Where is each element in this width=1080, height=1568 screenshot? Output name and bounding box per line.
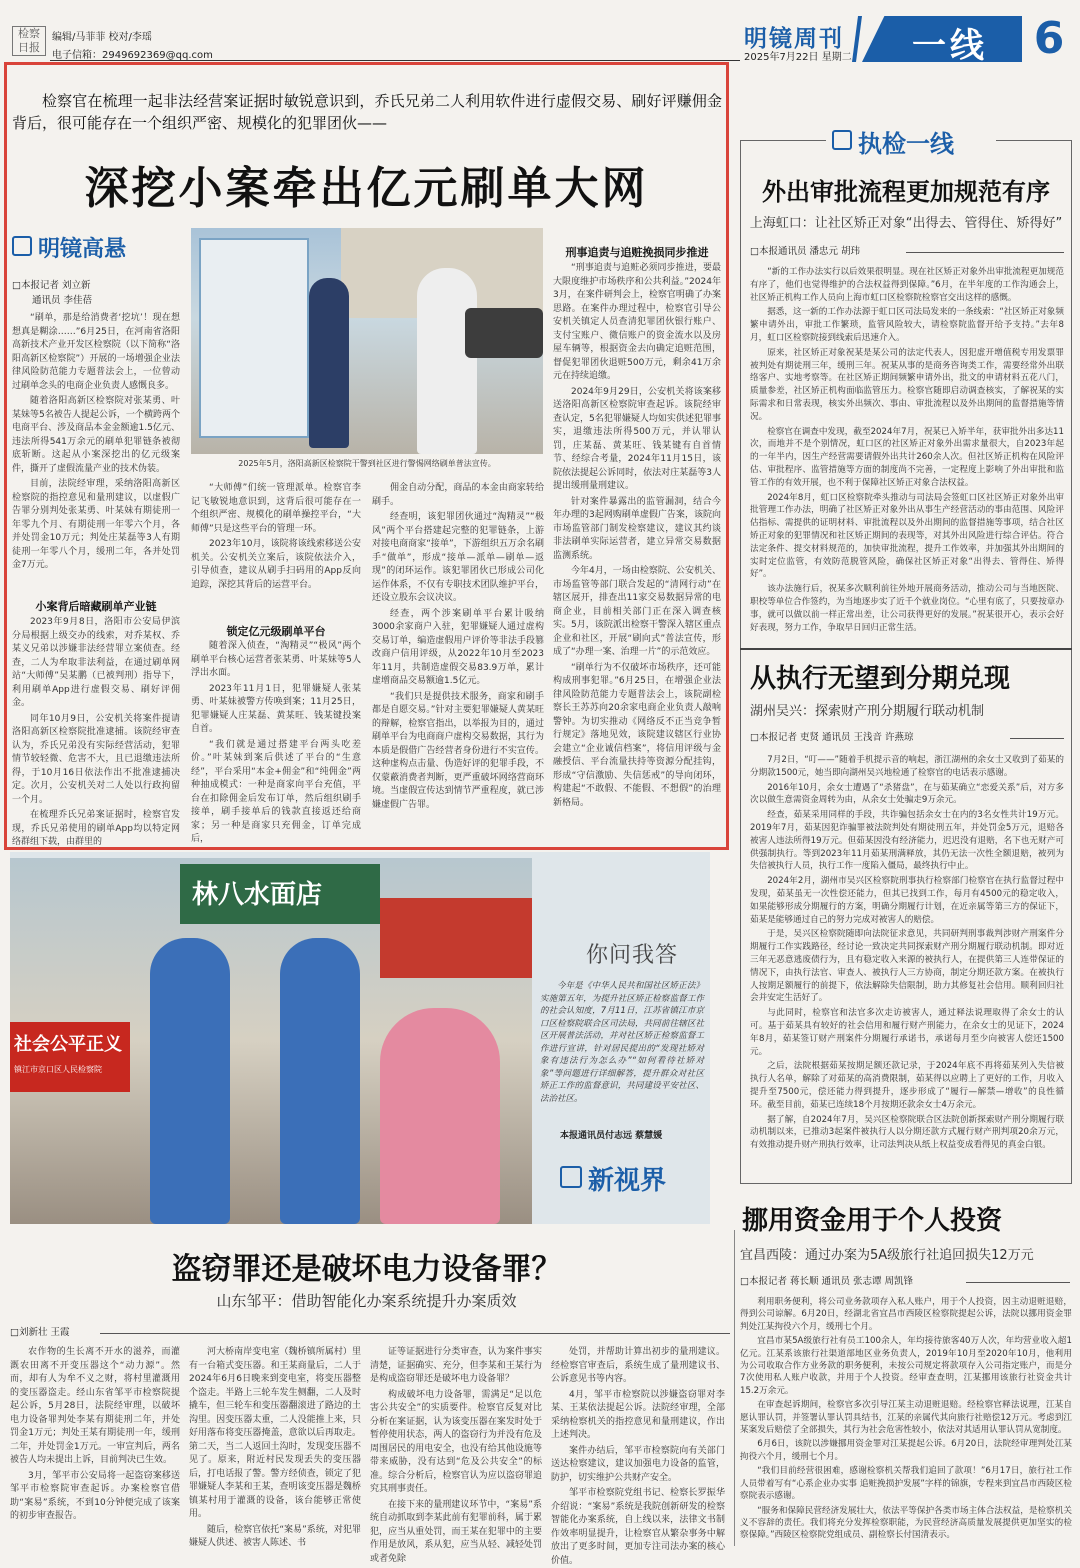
- lead-subhead-3: 刑事追责与追赃挽损同步推进: [565, 246, 709, 259]
- section-name: 一线: [912, 26, 988, 66]
- column-logo-mingjing: [10, 232, 185, 262]
- lead-intro: [12, 90, 722, 134]
- lead-col4-p5: “刷单行为不仅破坏市场秩序，还可能构成刑事犯罪。”6月25日，在增强企业法律风险防范能力专题普法会上，该院副检察长王苏苏向20余家电商企业负责人敲响警钟。为切实推动《网络反不正当竞争暂行规定》落地见效，该院建议辖区行业协会建立“企业诚信档案”，将信用评级与金融授信、平台流量扶持等资源分配挂钩，形成“守信激励、失信惩戒”的导向闭环，构建起“不敢假、不能假、不想假”的治理新格局。: [553, 662, 721, 808]
- issue-date: 2025年7月22日 星期二: [744, 52, 852, 63]
- lead-photo: [191, 228, 543, 454]
- right-a1-headline: 外出审批流程更加规范有序: [762, 177, 1050, 206]
- lead-intro-text: 检察官在梳理一起非法经营案证据时敏锐意识到，乔氏兄弟二人利用软件进行虚假交易、刷好评赚佣金背后，很可能存在一个组织严密、规模化的犯罪团伙——: [12, 92, 722, 132]
- feature-photo-resident: [380, 1008, 500, 1224]
- lead-col2-p1: “大师傅”们统一管理派单。检察官李记飞敏锐地意识到，这背后很可能存在一个组织严密、规模化的刷单操控平台，“大师傅”只是这些平台的管理一环。: [191, 483, 361, 534]
- lead-col1b-p2: 同年10月9日，公安机关将案件提请洛阳高新区检察院批准逮捕。该院经审查认为，乔氏兄弟没有实际经营活动，犯罪情节较轻微、危害不大，且已退缴违法所得，于10月16日依法作出不批准逮捕决定。次月，公安机关对二人处以行政拘留一个月。: [12, 713, 180, 805]
- lead-col1-p1: “刷单，那是给消费者‘挖坑’！现在想想真是糊涂……”6月25日，在河南省洛阳高新技术产业开发区检察院（以下简称“洛阳高新区检察院”）开展的一场增强企业法律风险防范能力专题普法会上，一位曾动过刷单念头的电商企业负责人感慨良多。: [12, 313, 180, 391]
- right-a1-p5: 2024年8月，虹口区检察院牵头推动与司法局会签虹口区社区矫正对象外出审批管理工作办法，明确了社区矫正对象外出从事生产经营活动的事由范围、风险评估指标、需提供的证明材料、审批流程以及外出期间的监督措施等事项，结合社区矫正对象的犯罪情况和社区矫正期间的表现等，对其外出风险进行综合评估。符合法定条件、提交材料规范的，加快审批流程，提升工作效率，并加强其外出期间的实时定位监管，有效防范脱管风险，确保社区矫正对象“出得去、管得住、矫得好”。: [750, 492, 1064, 580]
- zhijian-logo-icon: [832, 130, 852, 150]
- bottom-col1-p2: 3月，邹平市公安局将一起盗窃案移送邹平市检察院审查起诉。办案检察官借助“案易”系统，不到10分钟便完成了该案的初步审查报告。: [10, 1470, 180, 1521]
- zhijian-logo-text: 执检一线: [858, 129, 954, 158]
- right-a3-p3: 在审查起诉期间，检察官多次引导江某主动退赃退赔。经检察官释法说理，江某自愿认罪认罚，并签署认罪认罚具结书，江某的亲属代其向旅行社赔偿12万元。考虑到江某案发后赔偿了全部损失，其行为社会危害性较小，依法对其适用认罪认罚从宽制度。: [740, 1400, 1072, 1436]
- feature-photo-officer-1: [150, 938, 230, 1224]
- right-a1-body: [750, 266, 1064, 642]
- right-a2-headline: 从执行无望到分期兑现: [750, 664, 1011, 694]
- feature-photo: [10, 858, 532, 1224]
- section-stripe: [852, 16, 862, 62]
- bottom-column-1: [10, 1346, 180, 1546]
- right-a3-p6: “服务和保障民营经济发展壮大，依法平等保护各类市场主体合法权益，是检察机关义不容辞的责任。我们将充分发挥检察职能，为民营经济高质量发展提供更加坚实的检察保障。”西陵区检察院党组成员、副检察长付国清表示。: [740, 1505, 1072, 1541]
- qa-credit: 本报通讯员付志远 蔡慧媛: [560, 1131, 663, 1141]
- right-a2-p5: 于是，吴兴区检察院随即向法院征求意见，共同研判刑事裁判涉财产刑案件分期履行工作实践路径，经讨论一致决定共同探索财产刑分期履行联动机制。即对近三年无恶意逃废债行为，且有稳定收入来源的被执行人，在提供第三人连带保证的情况下，由执行法官、审查人、被执行人三方协商，制定分期还款方案。在被执行人按期足额履行的前提下，依法解除失信限制，助力其修复社会信用。顺利回归社会并安定生活好了。: [750, 929, 1064, 1004]
- bottom-col2-p1: 河大桥南岸变电室（魏桥镇所属村）里有一台箱式变压器。和王某商量后，二人于2024年6月6日晚来到变电室，将变压器整个盗走。半路上三轮车发生侧翻，二人及时撬车，但三轮车和变压器翻滚进了路边的土沟里。因变压器太重，二人没能推上来，只好用落布将变压器掩盖，意欲以后再取走。第二天，当二人返回土沟时，发现变压器不见了。原来，附近村民发现丢失的变压器后，打电话报了警。警方经侦查，锁定了犯罪嫌疑人李某和王某，查明该变压器是魏桥镇某村用于灌溉的设备，该台能够正常使用。: [189, 1347, 361, 1519]
- right-a1-p3: 原来，社区矫正对象祝某是某公司的法定代表人，因犯虚开增值税专用发票罪被判处有期徒刑三年，缓刑三年。祝某从事的是商务咨询类工作，需要经常外出联络客户、实地考察等。在社区矫正期间频繁申请外出，批文的申请材料五花八门，质量参差，社区矫正机构面临监管压力。检察官随即启动调查核实，了解祝某的实际需求和日常表现，核实外出频次、事由、审批流程以及外出期间的监督措施等情况。: [750, 347, 1064, 422]
- bottom-subhead: 山东邹平：借助智能化办案系统提升办案质效: [216, 1292, 517, 1310]
- feature-photo-shop: [380, 898, 532, 978]
- lead-col2b-p3: “我们就是通过搭建平台两头吃差价。”叶某妹到案后供述了平台的“生意经”，平台采用“本金+佣金”和“纯佣金”两种抽成模式：一种是商家向平台充值，平台在扣除佣金后发布订单，然后组织刷手接单，刷手接单后的钱款直接返还给商家；另一种是商家只充佣金，订单完成后，: [191, 739, 361, 844]
- right-a2-p1: 7月2日，“叮——”随着手机提示音的响起，浙江湖州的余女士又收到了茹某的分期款1500元，她当即向湖州吴兴地检通了检察官的电话表示感谢。: [750, 755, 1064, 778]
- right-a1-p4: 检察官在调查中发现，截至2024年7月，祝某已入矫半年，获审批外出多达11次，而地并不是个别情况，虹口区的社区矫正对象外出需求量很大，自2023年起的一年半内，因生产经营需要请假外出共计260余人次。但社区矫正机构在风险评估、审批程序、监管措施等方面的制度尚不完善，一定程度上影响了外出审批和监管工作的有效开展，也不利于保障社区矫正对象合法权益。: [750, 426, 1064, 488]
- column-logo-text: 明镜高悬: [38, 236, 127, 262]
- lead-col3-p2: 经查明，该犯罪团伙通过“淘精灵”“极风”两个平台搭建起完整的犯罪链条，上游对接电商商家“接单”，下游组织五万余名刷手“做单”，形成“接单—派单—刷单—返现”的闭环运作。该犯罪团伙已形成公司化运作体系，不仅有专职技术团队维护平台，还设立股东会议决议。: [372, 512, 544, 603]
- xinshijie-logo-text: 新视界: [588, 1166, 667, 1196]
- lead-col1-p3: 目前，法院经审理，采纳洛阳高新区检察院的指控意见和量刑建议，以虚假广告罪分别判处张某勇、叶某妹有期徒刑一年零九个月、有期徒刑一年零六个月，各并处罚金10万元；判处庄某磊等3人有期徒刑一年零八个月，缓刑二年，各并处罚金7万元。: [12, 479, 180, 570]
- feature-photo-sign: [180, 864, 380, 924]
- lead-col3-p4: “我们只是提供技术服务，商家和刷手都是自愿交易。”针对主要犯罪嫌疑人黄某旺的辩解，检察官指出，以举报为目的，通过刷单平台为电商商户虚构交易数据，其行为本质是假借广告经营者身份进行不实宣传。这种虚构点击量、伪造好评的犯罪手段，不仅蒙蔽消费者判断，更严重破坏网络营商环境。当虚假宣传达到情节严重程度，就已涉嫌虚假广告罪。: [372, 691, 544, 810]
- right-a2-rule: [1010, 738, 1064, 739]
- lead-col4-p2: 2024年9月29日，公安机关将该案移送洛阳高新区检察院审查起诉。该院经审查认定，5名犯罪嫌疑人均如实供述犯罪事实，退缴违法所得500万元，并认罪认罚，庄某磊、黄某旺、钱某键有自首情节、经综合考量，2024年11月15日，该院依法提起公诉同时，依法对庄某磊等3人提出缓刑量刑建议。: [553, 386, 721, 491]
- lead-col1b-p1: 2023年9月8日，洛阳市公安局伊滨分局根据上级交办的线索，对乔某权、乔某义兄弟以涉嫌非法经营罪立案侦查。经查，二人为牟取非法利益，在通过刷单网站“大师傅”吴某鹏（已被判刑）指导下，利用刷单App进行虚假交易、刷好评佣金。: [12, 617, 180, 708]
- right-a3-body: [740, 1296, 1072, 1546]
- right-a3-headline: 挪用资金用于个人投资: [742, 1206, 1003, 1236]
- bottom-column-2: [189, 1346, 361, 1546]
- bottom-col2-p2: 随后，检察官依托“案易”系统，对犯罪嫌疑人供述、被害人陈述、书: [189, 1524, 361, 1548]
- right-a2-p2: 2016年10月，余女士遭遇了“杀猪盘”，在与茹某确立“恋爱关系”后，对方多次以做生意需资金周转为由，从余女士处骗走9万余元。: [750, 782, 1064, 806]
- right-a2-subhead: 湖州吴兴：探索财产刑分期履行联动机制: [750, 704, 985, 719]
- right-a3-subhead: 宜昌西陵：通过办案为5A级旅行社追回损失12万元: [740, 1248, 1034, 1263]
- header-rule: [50, 60, 740, 61]
- lead-col1b-p3: 在梳理乔氏兄弟案证据时，检察官发现，乔氏兄弟使用的刷单App均以特定网络群组下载，由群里的: [12, 810, 180, 847]
- bottom-col4-p2: 4月，邹平市检察院以涉嫌盗窃罪对李某、王某依法提起公诉。法院经审理，全部采纳检察机关的指控意见和量刑建议，作出上述判决。: [551, 1389, 725, 1440]
- bottom-column-3: [370, 1346, 542, 1564]
- feature-photo-officer-2: [280, 938, 360, 1224]
- bottom-column-4: [551, 1346, 725, 1566]
- lead-photo-caption: 2025年5月，洛阳高新区检察院干警到社区进行警惕网络刷单普法宣传。: [238, 459, 496, 468]
- right-divider-1: [740, 648, 1072, 650]
- right-a2-p4: 2024年2月，湖州市吴兴区检察院刑事执行检察部门检察官在执行监督过程中发现，茹某虽无一次性偿还能力，但其已找到工作，每月有4500元的稳定收入，如果能够形成分期履行的方案，明确分期履行计划，在近亲属等第三方的保证下，茹某是能够通过自己的努力完成对被害人的赔偿。: [750, 876, 1064, 925]
- bottom-col4-p4: 邹平市检察院党组书记、检察长罗振华介绍说：“案易”系统是我院创新研发的检察智能化办案系统，自上线以来，法律文书制作效率明显提升，让检察官从繁杂事务中解放出了更多时间，更加专注司法办案的核心价值。: [551, 1488, 725, 1566]
- feature-photo-sign-text: 林八水面店: [192, 880, 323, 910]
- bottom-col1-p1: 农作物的生长离不开水的滋养，而灌溉农田离不开变压器这个“动力源”。然而，却有人为牟不义之财，将村里灌溉用的变压器盗走。经山东省邹平市检察院提起公诉，5月28日，法院经审理，以破坏电力设备罪判处李某有期徒刑二年，并处罚金1万元；判处王某有期徒刑一年，缓刑二年，并处罚金1万元。一审宣判后，两名被告人均未提出上诉，目前判决已生效。: [10, 1347, 180, 1465]
- lead-col4-p1: “刑事追责与追赃必须同步推进，要最大限度维护市场秩序和公共利益。”2024年3月，在案件研判会上，检察官明确了办案思路。在案件办理过程中，检察官引导公安机关镇定人员查清犯罪团伙银行账户、支付宝账户、微信账户的资金流水以及房屋车辆等，根据资金去向确定追赃范围，督促犯罪团伙退赃500万元，剩余41万余元在持续追缴。: [553, 263, 721, 381]
- right-a1-rule: [906, 252, 1064, 253]
- lead-col1-p2: 随着洛阳高新区检察院对张某勇、叶某妹等5名被告人提起公诉，一个横跨两个电商平台、涉及商品本金金额逾1.5亿元、违法所得541万余元的刷单犯罪链条被彻底斩断。这起从小案深挖出的亿元级案件，撕开了虚假流量产业的技术伪装。: [12, 396, 180, 474]
- bottom-col3-p1: 证等证据进行分类审查，认为案件事实清楚，证据确实、充分，但李某和王某行为是构成盗窃罪还是破坏电力设备罪？: [370, 1347, 542, 1384]
- lead-subhead-1: 小案背后暗藏刷单产业链: [35, 600, 157, 613]
- right-a3-p5: “我们目前经营很困难，感谢检察机关帮我们追回了款项！”6月17日，旅行社工作人员带着写有“心系企业办实事 追赃挽损护发展”字样的锦旗，专程来到宜昌市西陵区检察院表示感谢。: [740, 1466, 1072, 1502]
- bottom-col4-p1: 处罚，并帮助计算出初步的量刑建议。经检察官审查后，系统生成了量刑建议书、公诉意见书等内容。: [551, 1347, 725, 1384]
- lead-photo-car: [465, 308, 543, 358]
- masthead-bar: [0, 0, 1080, 64]
- right-a2-byline: □本报记者 吏贤 通讯员 王浅音 许燕琼: [750, 732, 914, 743]
- bottom-col3-p3: 在接下来的量刑建议环节中，“案易”系统自动抓取到李某此前有犯罪前科，属于累犯，应当从重处罚，而王某在犯罪中的主要作用是放风，系从犯，应当从轻、减轻处罚或者免除: [370, 1499, 542, 1564]
- lead-subhead-2: 锁定亿元级刷单平台: [226, 625, 326, 638]
- xinshijie-logo-icon: [560, 1166, 582, 1188]
- lead-headline: 深挖小案牵出亿元刷单大网: [84, 163, 649, 214]
- paper-logo: [12, 26, 46, 56]
- right-a2-p3: 经查，茹某采用同样的手段，共诈骗包括余女士在内的3名女性共计19万元。2019年7月，茹某因犯诈骗罪被法院判处有期徒刑五年，并处罚金5万元，退赔各被害人违法所得19万元。但茹某因没有经济能力，迟迟没有退赔，名下也无财产可供强制执行。等到2023年11月茹某刑满释放，其仍无法一次性全额退赔，被列为失信被执行人员，执行工作一度陷入僵局，最终执行中止。: [750, 810, 1064, 872]
- column-divider-vertical: [734, 1230, 735, 1546]
- lead-column-1: [12, 312, 180, 587]
- right-a1-subhead: 上海虹口：让社区矫正对象“出得去、管得住、矫得好”: [749, 216, 1063, 231]
- lead-photo-board: [199, 238, 309, 438]
- lead-column-1b: [12, 616, 180, 847]
- right-a1-p2: 据悉，这一新的工作办法源于虹口区司法局发来的一条线索：“社区矫正对象频繁申请外出，审批工作繁琐，监管风险较大，请检察院监督开给予支持。”去年8月，虹口区检察院接到线索后迅速介入。: [750, 307, 1064, 343]
- lead-column-2: [191, 482, 361, 612]
- feature-photo-banner-sub: 镇江市京口区人民检察院: [14, 1065, 102, 1074]
- lead-column-3: [372, 482, 544, 844]
- xinshijie-logo: [560, 1160, 710, 1196]
- lead-col3-p3: 经查，两个涉案刷单平台累计吸纳3000余家商户入驻，犯罪嫌疑人通过虚构交易订单，编造虚假用户评价等非法手段篡改商户信用评级，从2022年10月至2023年11月，共制造虚假交易83.9万单，累计虚增商品交易额逾1.5亿元。: [372, 608, 544, 686]
- feature-photo-banner-text: 社会公平正义: [14, 1034, 122, 1055]
- bottom-col4-p3: 案件办结后，邹平市检察院向有关部门送达检察建议，建议加强电力设备的监管，防护，切实维护公共财产安全。: [551, 1445, 725, 1483]
- right-a1-p6: 该办法施行后，祝某多次顺利前往外地开展商务活动，推动公司与当地医院、职校等单位合作签约，为当地逐步实了近千个就业岗位。“心里有底了，只要按章办事，就可以做以前一样正常出差，让公司获得更好的发展。”祝某很开心，表示会好好表现，努力工作，争取早日回归正常生活。: [750, 584, 1064, 633]
- qa-label: 你问我答: [586, 943, 679, 968]
- right-a3-byline: □本报记者 蒋长顺 通讯员 张志谭 周凯锋: [740, 1276, 914, 1287]
- lead-col2b-p2: 2023年11月1日，犯罪嫌疑人张某勇、叶某妹被警方传唤到案；11月25日，犯罪嫌疑人庄某磊、黄某旺、钱某键投案自首。: [191, 683, 361, 734]
- qa-body-text: 今年是《中华人民共和国社区矫正法》实施第五年，为提升社区矫正检察监督工作的社会认知度，7月11日，江苏省镇江市京口区检察院联合区司法局，共同前往辖区社区开展普法活动，并对社区矫正检察监督工作进行宣讲，针对居民提出的“发现社矫对象有违法行为怎么办”“如何看待社矫对象”等问题进行详细解答，提升群众对社区矫正工作的监督意识，共同建设平安社区、法治社区。: [540, 981, 704, 1104]
- lead-column-4: [553, 262, 721, 844]
- right-a2-p7: 之后，法院根据茹某按期足额还款记录，于2024年底不再将茹某列入失信被执行人名单，解除了对茹某的高消费限制，茹某得以应聘上了更好的工作，月收入提升至7500元，偿还能力得到提升，逐步形成了“履行—解禁—增收”的良性循环。截至目前，茹某已连续18个月按期还款余女士4万余元。: [750, 1061, 1064, 1110]
- lead-photo-officer: [309, 278, 349, 448]
- feature-photo-banner: [10, 1022, 130, 1092]
- qa-body: [540, 980, 704, 1120]
- lead-col4-p4: 今年4月，一场由检察院、公安机关、市场监管等部门联合发起的“清网行动”在辖区展开，排查出11家交易数据异常的电商企业，目前相关部门正在深入调查核实。5月，该院派出检察干警深入辖区重点企业和社区，开展“刷向式”普法宣传，形成了“办理一案、治理一片”的示范效应。: [553, 566, 721, 657]
- lead-col2-p2: 2023年10月，该院将该线索移送公安机关。公安机关立案后，该院依法介入，引导侦查，建议从刷手扫码用的App反向追踪，深挖其背后的运营平台。: [191, 539, 361, 590]
- bottom-headline: 盗窃罪还是破坏电力设备罪？: [171, 1252, 562, 1287]
- lead-byline-correspondent: 通讯员 李佳蓓: [32, 295, 93, 306]
- lead-col3-p1: 佣金自动分配，商品的本金由商家转给刷手。: [372, 483, 544, 507]
- lead-byline-reporter: □本报记者 刘立新: [12, 280, 91, 291]
- right-a2-p6: 与此同时，检察官和法官多次走访被害人，通过释法说理取得了余女士的认可。基于茹某具有较好的社会信用和履行财产刑能力，在余女士的见证下，2024年8月，茹某签订财产刑案件分期履行承诺书，承诺每月至少向被害人偿还1500元。: [750, 1008, 1064, 1057]
- lead-byline: [12, 278, 182, 308]
- zhijian-logo: [826, 124, 996, 158]
- lead-col2b-p1: 随着深入侦查，“淘精灵”“极风”两个刷单平台核心运营者张某勇、叶某妹等5人浮出水面。: [191, 641, 361, 678]
- right-a1-p1: “新的工作办法实行以后效果很明显。现在社区矫正对象外出审批流程更加规范有序了，他们也觉得维护的合法权益得到保障。”6月，在半年度的工作沟通会上，社区矫正机构工作人员向上海市虹口区检察院检察官交出这样的感慨。: [750, 267, 1064, 303]
- bottom-byline-rule: [100, 1333, 730, 1334]
- bottom-col3-p2: 构成破坏电力设备罪，需满足“足以危害公共安全”的实质要件。检察官反复对比分析在案证据，认为该变压器在案发时处于暂停使用状态，两人的盗窃行为并没有危及周围居民的用电安全，也没有给其他设施等带来威胁，没有达到“危及公共安全”的标准。综合分析后，检察官认为应以盗窃罪追究其刑事责任。: [370, 1389, 542, 1494]
- right-a3-p2: 宜昌市某5A级旅行社有员工100余人，年均接待旅客40万人次，年均营业收入超1亿元。江某系该旅行社渠道部地区业务负责人，2019年10月至2020年10月，他利用为公司收取合作方业务款的职务便利，未按公司规定将款项存入公司指定账户，而是分7次使用私人账户收款，并用于个人投资。经审查查明，江某挪用该旅行社资金共计15.2万余元。: [740, 1336, 1072, 1396]
- right-a1-byline: □本报通讯员 潘忠元 胡玮: [750, 246, 861, 257]
- page-number: 6: [1033, 13, 1065, 64]
- lead-photo-resident: [417, 268, 477, 454]
- editor-line: 编辑/马菲菲 校对/李瑶: [52, 32, 152, 43]
- right-a2-p8: 据了解，自2024年7月，吴兴区检察院联合区法院创新探索财产刑分期履行联动机制以来，已推动3起案件被执行人以分期还款方式履行财产刑判项20余万元，有效推动提升财产刑执行效率，让司法判决从纸上权益变成看得见的真金白银。: [750, 1114, 1064, 1151]
- right-a3-p1: 利用职务便利，将公司业务款项存入私人账户，用于个人投资，因主动退赃退赔，得到公司谅解。6月20日，经湖北省宜昌市西陵区检察院提起公诉，法院以挪用资金罪判处江某拘役六个月，缓刑七个月。: [740, 1297, 1072, 1332]
- lead-column-2b: [191, 640, 361, 844]
- column-logo-icon: [12, 236, 32, 256]
- right-a3-p4: 6月6日，该院以涉嫌挪用资金罪对江某提起公诉。6月20日，法院经审理判处江某拘役六个月，缓刑七个月。: [740, 1439, 1072, 1462]
- lead-col4-p3: 针对案件暴露出的监管漏洞，结合今年办理的3起网购刷单虚假广告案，该院向市场监管部门制发检察建议，建议其约谈非法刷单实际运营者，建立异常交易数据监测系统。: [553, 496, 721, 561]
- paper-logo-mark: 检察 日报: [18, 27, 40, 54]
- paper-name: 明镜周刊: [744, 25, 844, 52]
- email-line: 电子信箱：2949692369@qq.com: [52, 50, 213, 61]
- right-a2-body: [750, 754, 1064, 1178]
- right-a3-rule: [966, 1282, 1070, 1283]
- bottom-byline: □刘新壮 王霞: [10, 1327, 70, 1338]
